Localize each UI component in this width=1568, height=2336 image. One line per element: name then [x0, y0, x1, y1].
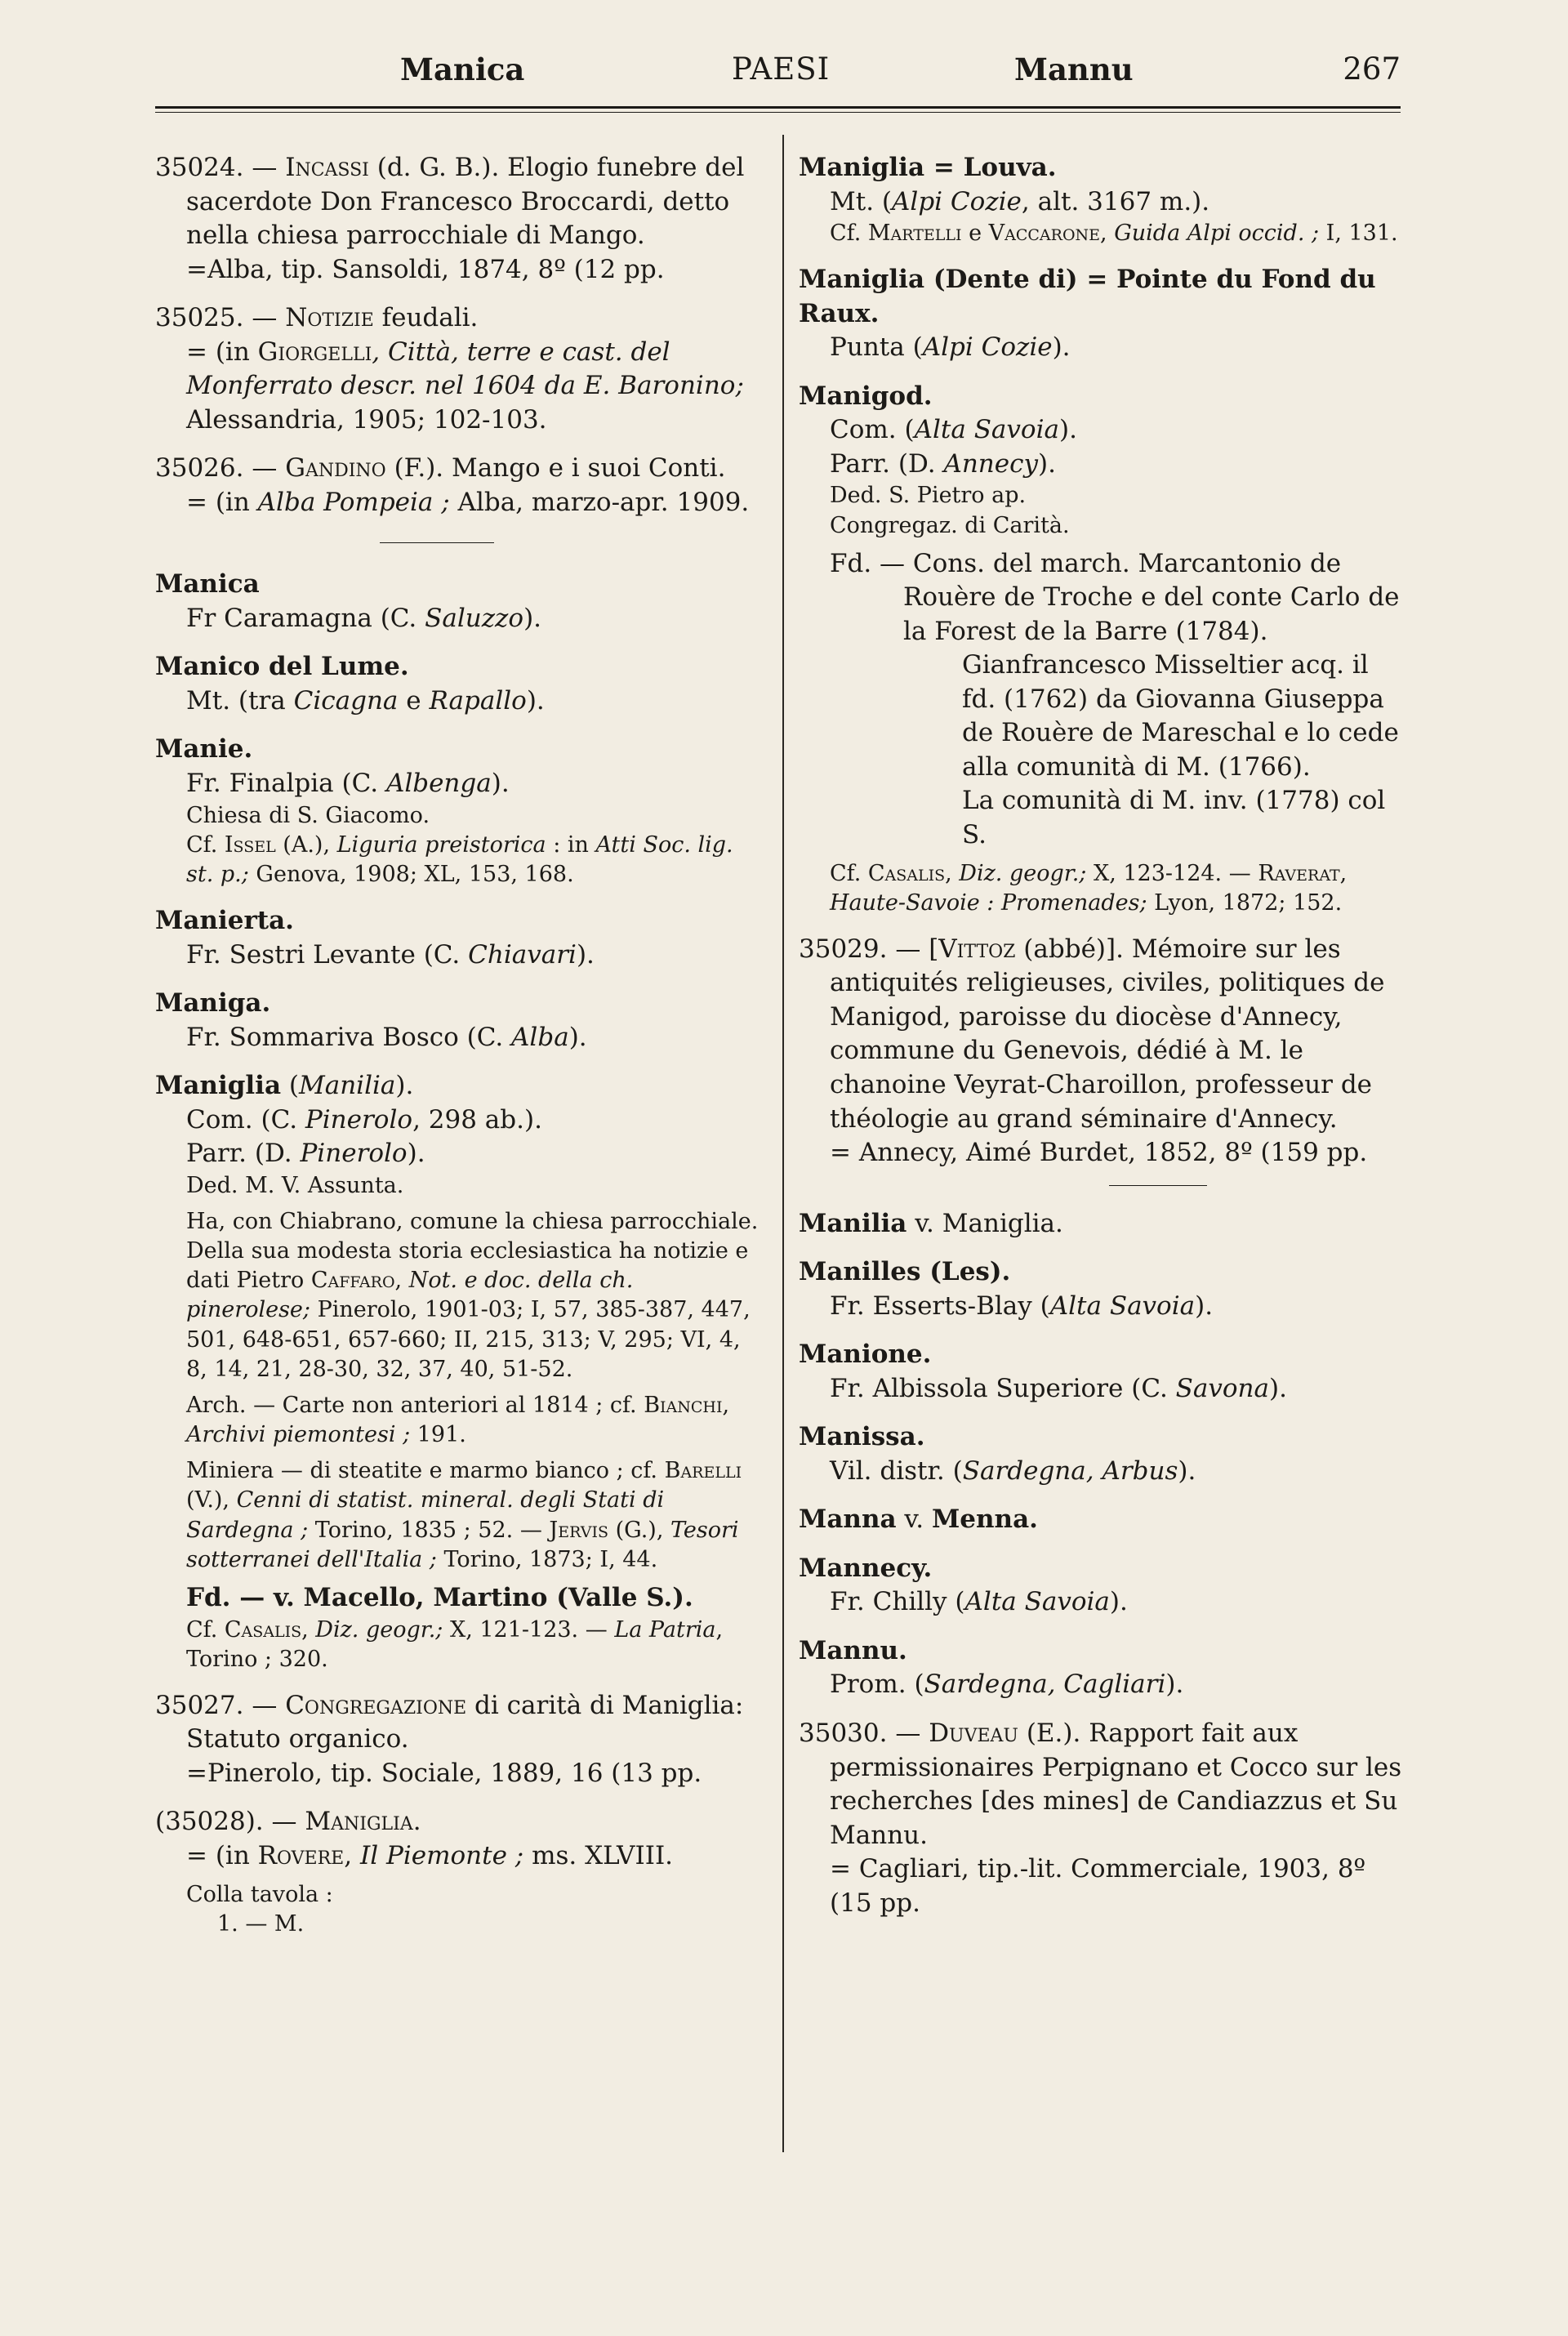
header-first-entry: Manica: [400, 51, 525, 87]
bibliography-entry-35027: 35027. — Congregazione di carità di Maniglia: Statuto organico. =Pinerolo, tip. Sociale, 1889, 16 (13 pp.: [155, 1690, 744, 1788]
place-entry-manigod: Manigod. Com. (Alta Savoia). Parr. (D. Annecy). Ded. S. Pietro ap. Congregaz. di Carità. Fd. — Cons. del march. Marcantonio de Rouère de Troche e del conte Carlo de la Forest de la Barre (1784). Gianfrancesco Misseltier acq. il fd. (1762) da Giovanna Giuseppa de Rouère de Mareschal e lo cede alla comunità di M. (1766). La comunità di M. inv. (1778) col S. Cf. Casalis, Diz. geogr.; X, 123-124. — Raverat, Haute-Savoie : Promenades; Lyon, 1872; 152.: [799, 381, 1400, 916]
place-entry-maniglia-dente: Maniglia (Dente di) = Pointe du Fond du Raux. Punta (Alpi Cozie).: [799, 265, 1376, 363]
running-header: [155, 45, 1401, 94]
bibliography-entry-35028: (35028). — Maniglia. = (in Rovere, Il Piemonte ; ms. XLVIII. Colla tavola : 1. — M.: [155, 1807, 674, 1937]
place-entry-manissa: Manissa. Vil. distr. (Sardegna, Arbus).: [799, 1422, 1196, 1486]
bibliography-entry-35026: 35026. — Gandino (F.). Mango e i suoi Conti. = (in Alba Pompeia ; Alba, marzo-apr. 1909.: [155, 453, 750, 517]
place-entry-manierta: Manierta. Fr. Sestri Levante (C. Chiavari).: [155, 906, 595, 970]
place-entry-manico-del-lume: Manico del Lume. Mt. (tra Cicagna e Rapallo).: [155, 652, 545, 716]
header-rule-thin: [155, 112, 1401, 113]
page-number: 267: [1343, 51, 1401, 87]
bibliography-entry-35029: 35029. — [Vittoz (abbé)]. Mémoire sur les antiquités religieuses, civiles, politiques de Manigod, paroisse du diocèse d'Annecy, commune du Genevois, dédié à M. le chanoine Veyrat-Charoillon, professeur de théologie au grand séminaire d'Annecy. = Annecy, Aimé Burdet, 1852, 8º (159 pp.: [799, 934, 1385, 1168]
left-column: [155, 151, 764, 1954]
bibliography-entry-35030: 35030. — Duveau (E.). Rapport fait aux permissionaires Perpignano et Cocco sur les recherches [des mines] de Candiazzus et Su Mannu. = Cagliari, tip.-lit. Commerciale, 1903, 8º (15 pp.: [799, 1718, 1402, 1918]
place-entry-manione: Manione. Fr. Albissola Superiore (C. Savona).: [799, 1340, 1287, 1403]
place-entry-maniga: Maniga. Fr. Sommariva Bosco (C. Alba).: [155, 988, 587, 1052]
bibliography-entry-35025: 35025. — Notizie feudali. = (in Giorgelli, Città, terre e cast. del Monferrato descr. nel 1604 da E. Baronino; Alessandria, 1905; 102-103.: [155, 303, 744, 435]
place-entry-manna: Manna v. Menna.: [799, 1505, 1038, 1535]
header-section: PAESI: [732, 51, 831, 87]
bibliography-entry-35024: 35024. — Incassi (d. G. B.). Elogio funebre del sacerdote Don Francesco Broccardi, detto nella chiesa parrocchiale di Mango. =Alba, tip. Sansoldi, 1874, 8º (12 pp.: [155, 153, 745, 284]
column-divider: [782, 135, 784, 2152]
header-rule: [155, 106, 1401, 109]
place-entry-mannecy: Mannecy. Fr. Chilly (Alta Savoia).: [799, 1553, 1128, 1617]
place-entry-manie: Manie. Fr. Finalpia (C. Albenga). Chiesa di S. Giacomo. Cf. Issel (A.), Liguria preistorica : in Atti Soc. lig. st. p.; Genova, 1908; XL, 153, 168.: [155, 734, 733, 887]
place-entry-mannu: Mannu. Prom. (Sardegna, Cagliari).: [799, 1635, 1184, 1700]
section-separator: [1109, 1185, 1207, 1186]
header-last-entry: Mannu: [1014, 51, 1134, 87]
place-entry-maniglia-louva: Maniglia = Louva. Mt. (Alpi Cozie, alt. 3167 m.). Cf. Martelli e Vaccarone, Guida Alpi occid. ; I, 131.: [799, 153, 1398, 247]
right-column: [799, 151, 1403, 1935]
place-entry-manica: Manica Fr Caramagna (C. Saluzzo).: [155, 569, 542, 633]
place-entry-manilia: Manilia v. Maniglia.: [799, 1208, 1063, 1238]
place-entry-maniglia: Maniglia (Manilia). Com. (C. Pinerolo, 298 ab.). Parr. (D. Pinerolo). Ded. M. V. Assunta. Ha, con Chiabrano, comune la chiesa parrocchiale. Della sua modesta storia ecclesiastica ha notizie e dati Pietro Caffaro, Not. e doc. della ch. pinerolese; Pinerolo, 1901-03; I, 57, 385-387, 447, 501, 648-651, 657-660; II, 215, 313; V, 295; VI, 4, 8, 14, 21, 28-30, 32, 37, 40, 51-52. Arch. — Carte non anteriori al 1814 ; cf. Bianchi, Archivi piemontesi ; 191. Miniera — di steatite e marmo bianco ; cf. Barelli (V.), Cenni di statist. mineral. degli Stati di Sardegna ; Torino, 1835 ; 52. — Jervis (G.), Tesori sotterranei dell'Italia ; Torino, 1873; I, 44. Fd. — v. Macello, Martino (Valle S.). Cf. Casalis, Diz. geogr.; X, 121-123. — La Patria, Torino ; 320.: [155, 1071, 759, 1672]
section-separator: [380, 542, 494, 543]
place-entry-manilles: Manilles (Les). Fr. Esserts-Blay (Alta Savoia).: [799, 1257, 1214, 1321]
